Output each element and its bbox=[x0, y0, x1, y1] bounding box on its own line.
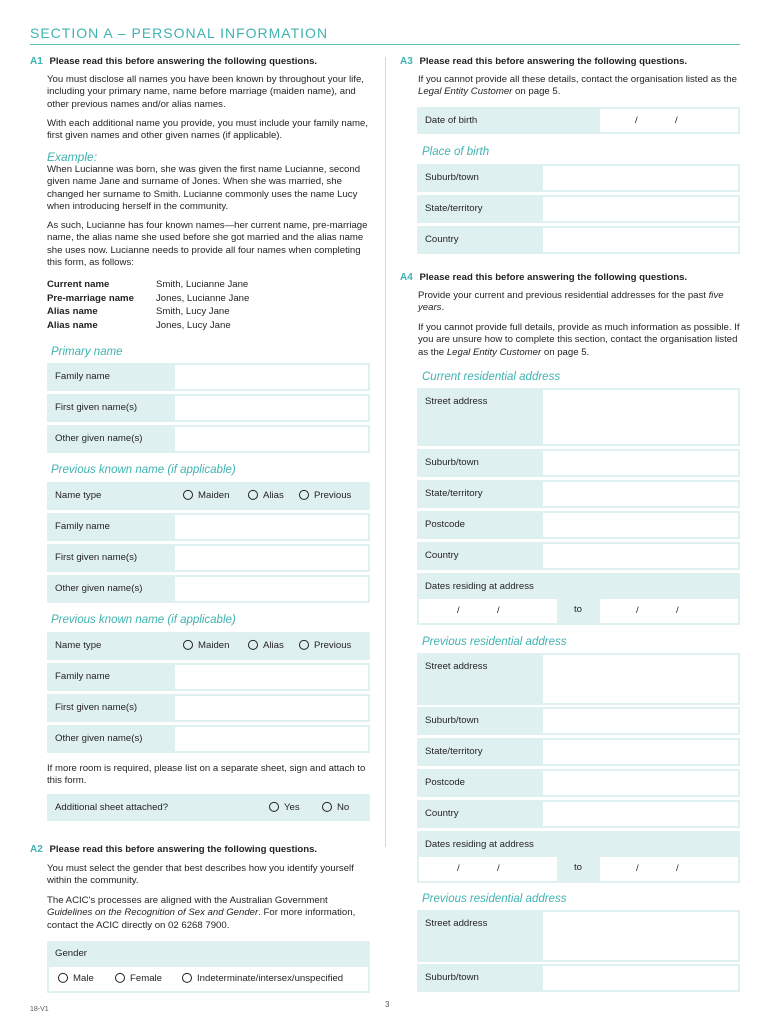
a4-paragraph-1: Provide your current and previous residential addresses for the past five years. bbox=[418, 290, 724, 314]
example-value: Smith, Lucianne Jane bbox=[156, 279, 249, 290]
a1-paragraph-3: When Lucianne was born, she was given the first name Lucianne, second given name Jane and surname of Jones. When she was married, she changed her surname to Smith. Lucianne commonly uses the name Lucy when introducing herself in the community. bbox=[47, 164, 361, 212]
a3-heading: Please read this before answering the following questions. bbox=[419, 56, 688, 67]
birth-suburb-input[interactable] bbox=[543, 166, 738, 190]
prev1-other-given-row bbox=[47, 575, 370, 603]
example-value: Smith, Lucy Jane bbox=[156, 306, 230, 317]
primary-family-name-row bbox=[47, 363, 370, 391]
example-value: Jones, Lucy Jane bbox=[156, 320, 231, 331]
primary-other-given-input[interactable] bbox=[175, 427, 368, 451]
date-separator: / bbox=[457, 604, 460, 616]
alias-radio[interactable]: Alias bbox=[248, 640, 284, 652]
a3-number: A3 bbox=[400, 56, 413, 67]
example-term: Current name bbox=[47, 279, 110, 290]
prev1-postcode-row bbox=[417, 769, 740, 797]
other-given-label: Other given name(s) bbox=[55, 582, 143, 594]
section-title: SECTION A – PERSONAL INFORMATION bbox=[30, 25, 329, 41]
a1-heading-block bbox=[30, 56, 370, 69]
a4-paragraph-2: If you cannot provide full details, provide as much information as possible. If you are unsure how to complete this section, contact the organisation listed as the Legal Entity Customer on page 5. bbox=[418, 322, 740, 358]
additional-sheet-label: Additional sheet attached? bbox=[55, 801, 169, 813]
alias-radio[interactable]: Alias bbox=[248, 490, 284, 502]
section-divider bbox=[30, 44, 740, 45]
birth-state-row bbox=[417, 195, 740, 223]
prev1-suburb-row bbox=[417, 707, 740, 735]
example-value: Jones, Lucianne Jane bbox=[156, 293, 250, 304]
street-label: Street address bbox=[425, 918, 488, 929]
birth-suburb-row bbox=[417, 164, 740, 192]
a4-number: A4 bbox=[400, 272, 413, 283]
date-separator: / bbox=[636, 604, 639, 616]
a1-paragraph-2: With each additional name you provide, you must include your family name, first given names and other given names (if applicable). bbox=[47, 118, 369, 142]
gender-block bbox=[47, 941, 370, 993]
date-separator: / bbox=[676, 604, 679, 616]
primary-name-heading: Primary name bbox=[51, 346, 123, 358]
primary-first-given-input[interactable] bbox=[175, 396, 368, 420]
primary-first-given-row bbox=[47, 394, 370, 422]
gender-label: Gender bbox=[55, 948, 87, 959]
column-divider bbox=[385, 57, 386, 847]
country-label: Country bbox=[425, 807, 459, 819]
gender-options bbox=[49, 967, 368, 991]
prev2-other-given-input[interactable] bbox=[175, 727, 368, 751]
prev1-date-from-input[interactable] bbox=[419, 857, 557, 881]
suburb-label: Suburb/town bbox=[425, 971, 479, 983]
previous-address-heading-2: Previous residential address bbox=[422, 893, 567, 905]
page-number: 3 bbox=[385, 1000, 390, 1009]
additional-sheet-row bbox=[47, 794, 370, 821]
other-given-label: Other given name(s) bbox=[55, 732, 143, 744]
date-separator: / bbox=[636, 862, 639, 874]
prev2-street-row bbox=[417, 910, 740, 962]
a2-heading: Please read this before answering the following questions. bbox=[49, 844, 318, 855]
prev1-first-given-row bbox=[47, 544, 370, 572]
prev2-first-given-input[interactable] bbox=[175, 696, 368, 720]
state-label: State/territory bbox=[425, 202, 483, 214]
previous-name-heading-1: Previous known name (if applicable) bbox=[51, 464, 236, 476]
place-of-birth-heading: Place of birth bbox=[422, 146, 490, 158]
a4-heading: Please read this before answering the following questions. bbox=[419, 272, 688, 283]
prev1-state-row bbox=[417, 738, 740, 766]
name-type-label: Name type bbox=[55, 489, 102, 501]
name-type-row-1 bbox=[47, 482, 370, 510]
dates-label: Dates residing at address bbox=[425, 581, 534, 592]
prev1-family-name-input[interactable] bbox=[175, 515, 368, 539]
current-state-row bbox=[417, 480, 740, 508]
prev1-dates-row bbox=[417, 831, 740, 883]
previous-address-heading-1: Previous residential address bbox=[422, 636, 567, 648]
prev2-suburb-row bbox=[417, 964, 740, 992]
name-type-row-2 bbox=[47, 632, 370, 660]
prev1-first-given-input[interactable] bbox=[175, 546, 368, 570]
a3-heading-block bbox=[400, 56, 740, 69]
state-label: State/territory bbox=[425, 487, 483, 499]
name-type-label: Name type bbox=[55, 639, 102, 651]
radio-circle-icon bbox=[58, 973, 68, 983]
country-label: Country bbox=[425, 233, 459, 245]
prev2-suburb-input[interactable] bbox=[543, 966, 738, 990]
form-code: 18-V1 bbox=[30, 1006, 49, 1013]
first-given-label: First given name(s) bbox=[55, 401, 138, 413]
primary-family-name-input[interactable] bbox=[175, 365, 368, 389]
prev2-other-given-row bbox=[47, 725, 370, 753]
birth-country-input[interactable] bbox=[543, 228, 738, 252]
example-term: Alias name bbox=[47, 306, 98, 317]
current-suburb-input[interactable] bbox=[543, 451, 738, 475]
current-date-to-input[interactable] bbox=[600, 599, 738, 623]
a2-paragraph-1: You must select the gender that best describes how you identify yourself within the community. bbox=[47, 863, 354, 887]
prev1-date-to-input[interactable] bbox=[600, 857, 738, 881]
current-suburb-row bbox=[417, 449, 740, 477]
prev1-street-row bbox=[417, 653, 740, 705]
street-label: Street address bbox=[425, 396, 488, 407]
suburb-label: Suburb/town bbox=[425, 456, 479, 468]
to-label: to bbox=[574, 862, 583, 873]
example-term: Alias name bbox=[47, 320, 98, 331]
prev2-family-name-row bbox=[47, 663, 370, 691]
previous-radio[interactable]: Previous bbox=[299, 490, 351, 502]
current-street-input[interactable] bbox=[543, 390, 738, 444]
dob-label: Date of birth bbox=[425, 114, 478, 126]
radio-circle-icon bbox=[183, 640, 193, 650]
current-state-input[interactable] bbox=[543, 482, 738, 506]
a1-heading: Please read this before answering the following questions. bbox=[49, 56, 318, 67]
current-dates-row bbox=[417, 573, 740, 625]
current-country-input[interactable] bbox=[543, 544, 738, 568]
prev2-first-given-row bbox=[47, 694, 370, 722]
current-postcode-input[interactable] bbox=[543, 513, 738, 537]
yes-radio[interactable]: Yes bbox=[269, 801, 300, 813]
dob-input[interactable] bbox=[600, 109, 738, 132]
prev1-country-row bbox=[417, 800, 740, 828]
country-label: Country bbox=[425, 549, 459, 561]
dates-label: Dates residing at address bbox=[425, 839, 534, 850]
family-name-label: Family name bbox=[55, 520, 110, 532]
radio-circle-icon bbox=[182, 973, 192, 983]
radio-circle-icon bbox=[183, 490, 193, 500]
date-separator: / bbox=[497, 604, 500, 616]
first-given-label: First given name(s) bbox=[55, 701, 138, 713]
family-name-label: Family name bbox=[55, 670, 110, 682]
a1-paragraph-4: As such, Lucianne has four known names—her current name, pre-marriage name, the alias name she used before she got married and the alias name she uses now. Lucianne needs to provide all four names when completing this form, as follows: bbox=[47, 220, 368, 268]
male-radio[interactable]: Male bbox=[58, 973, 94, 985]
current-address-heading: Current residential address bbox=[422, 371, 561, 383]
date-separator: / bbox=[635, 114, 638, 126]
a2-paragraph-2: The ACIC's processes are aligned with the Australian Government Guidelines on the Recognition of Sex and Gender. For more information, contact the ACIC directly on 02 6268 7900. bbox=[47, 895, 356, 931]
suburb-label: Suburb/town bbox=[425, 714, 479, 726]
postcode-label: Postcode bbox=[425, 518, 466, 530]
birth-country-row bbox=[417, 226, 740, 254]
radio-circle-icon bbox=[322, 801, 332, 811]
example-label: Example: bbox=[47, 150, 98, 164]
female-radio[interactable]: Female bbox=[115, 973, 162, 985]
postcode-label: Postcode bbox=[425, 776, 466, 788]
maiden-radio[interactable]: Maiden bbox=[183, 640, 229, 652]
current-date-from-input[interactable] bbox=[419, 599, 557, 623]
prev1-suburb-input[interactable] bbox=[543, 709, 738, 733]
prev1-state-input[interactable] bbox=[543, 740, 738, 764]
to-label: to bbox=[574, 604, 583, 615]
example-term: Pre-marriage name bbox=[47, 293, 134, 304]
radio-circle-icon bbox=[269, 801, 279, 811]
street-label: Street address bbox=[425, 661, 488, 672]
suburb-label: Suburb/town bbox=[425, 171, 479, 183]
prev1-other-given-input[interactable] bbox=[175, 577, 368, 601]
a1-number: A1 bbox=[30, 56, 43, 67]
dob-row bbox=[417, 107, 740, 134]
radio-circle-icon bbox=[299, 490, 309, 500]
radio-circle-icon bbox=[248, 490, 258, 500]
date-separator: / bbox=[457, 862, 460, 874]
prev1-country-input[interactable] bbox=[543, 802, 738, 826]
indeterminate-radio[interactable]: Indeterminate/intersex/unspecified bbox=[182, 973, 343, 985]
prev1-postcode-input[interactable] bbox=[543, 771, 738, 795]
date-separator: / bbox=[676, 862, 679, 874]
radio-circle-icon bbox=[248, 640, 258, 650]
a1-paragraph-1: You must disclose all names you have been known by throughout your life, including your primary name, name before marriage (maiden name), and other previous names and/or alias names. bbox=[47, 74, 364, 110]
previous-name-heading-2: Previous known name (if applicable) bbox=[51, 614, 236, 626]
prev1-street-input[interactable] bbox=[543, 655, 738, 703]
other-given-label: Other given name(s) bbox=[55, 432, 143, 444]
prev2-street-input[interactable] bbox=[543, 912, 738, 960]
no-radio[interactable]: No bbox=[322, 801, 349, 813]
prev1-family-name-row bbox=[47, 513, 370, 541]
date-separator: / bbox=[497, 862, 500, 874]
date-separator: / bbox=[675, 114, 678, 126]
family-name-label: Family name bbox=[55, 370, 110, 382]
more-room-note: If more room is required, please list on a separate sheet, sign and attach to this form. bbox=[47, 763, 366, 787]
maiden-radio[interactable]: Maiden bbox=[183, 490, 229, 502]
first-given-label: First given name(s) bbox=[55, 551, 138, 563]
previous-radio[interactable]: Previous bbox=[299, 640, 351, 652]
radio-circle-icon bbox=[115, 973, 125, 983]
state-label: State/territory bbox=[425, 745, 483, 757]
current-postcode-row bbox=[417, 511, 740, 539]
a3-paragraph-1: If you cannot provide all these details, contact the organisation listed as the Legal Entity Customer on page 5. bbox=[418, 74, 737, 98]
birth-state-input[interactable] bbox=[543, 197, 738, 221]
a4-heading-block bbox=[400, 272, 740, 285]
current-country-row bbox=[417, 542, 740, 570]
current-street-row bbox=[417, 388, 740, 446]
radio-circle-icon bbox=[299, 640, 309, 650]
prev2-family-name-input[interactable] bbox=[175, 665, 368, 689]
primary-other-given-row bbox=[47, 425, 370, 453]
a2-heading-block bbox=[30, 844, 370, 857]
a2-number: A2 bbox=[30, 844, 43, 855]
